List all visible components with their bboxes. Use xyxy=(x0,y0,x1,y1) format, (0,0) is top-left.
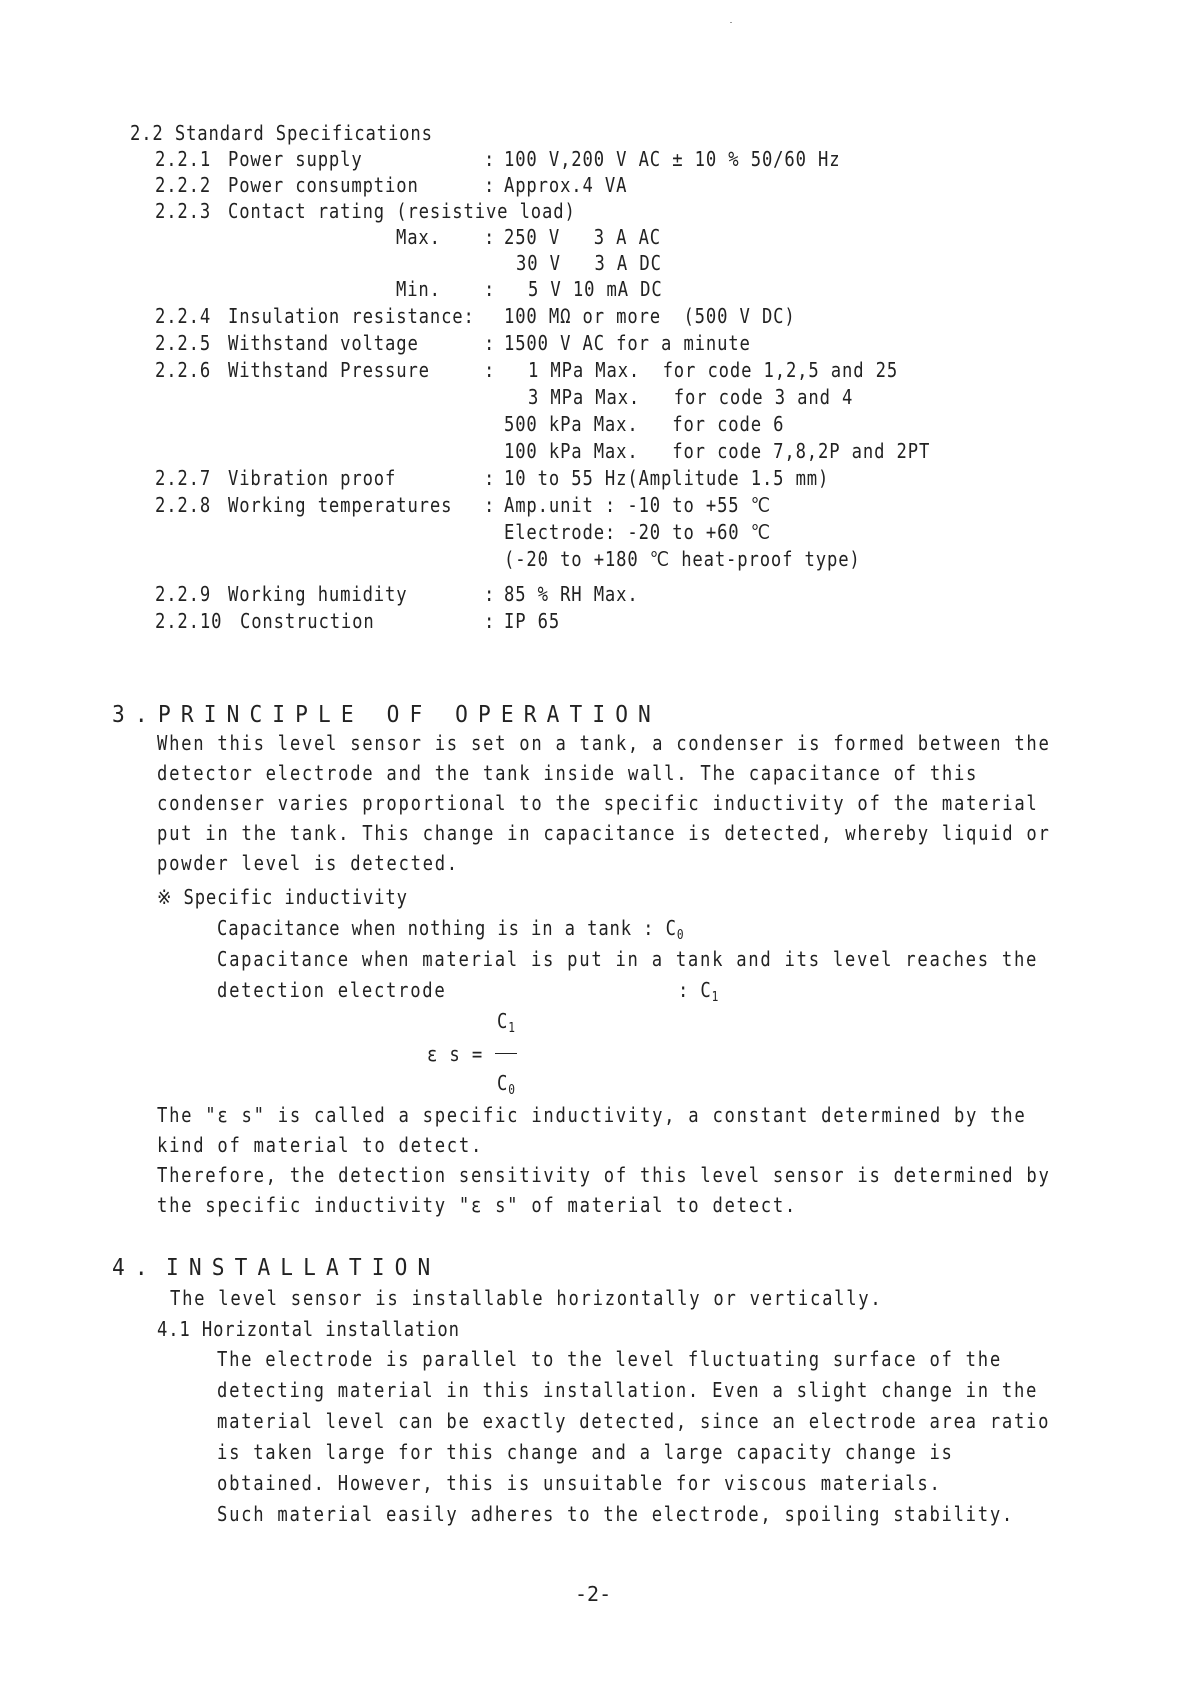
note-c1-symbol: : $C_1$ xyxy=(678,978,719,1005)
spec-num: 2.2.4 xyxy=(155,304,212,328)
spec-sep: : xyxy=(484,609,496,633)
paragraph-line: material level can be exactly detected, since an electrode area ratio xyxy=(217,1409,1051,1433)
spec-num: 2.2.6 xyxy=(155,358,212,382)
scan-speck xyxy=(730,22,732,23)
temp-line: Electrode: -20 to +60 ℃ xyxy=(504,520,771,544)
spec-sep: : xyxy=(484,331,496,355)
paragraph-line: detecting material in this installation. Even a slight change in the xyxy=(217,1378,1039,1402)
paragraph-line: put in the tank. This change in capacitance is detected, whereby liquid or xyxy=(157,821,1051,845)
spec-value: Approx.4 VA xyxy=(504,173,628,197)
note-c1-cont: detection electrode xyxy=(217,978,447,1002)
temp-line: (-20 to +180 ℃ heat-proof type) xyxy=(504,547,861,571)
section-number: 4. xyxy=(112,1255,158,1281)
spec-label: Contact rating (resistive load) xyxy=(228,199,576,223)
contact-max-1: 250 V 3 A AC xyxy=(504,225,662,249)
pressure-line: 3 MPa Max. for code 3 and 4 xyxy=(528,385,854,409)
spec-sep: : xyxy=(484,493,496,517)
spec-num: 2.2.10 xyxy=(155,609,223,633)
contact-max-2: 30 V 3 A DC xyxy=(516,251,662,275)
spec-num: 2.2.5 xyxy=(155,331,212,355)
section-title: PRINCIPLE OF OPERATION xyxy=(158,702,661,728)
spec-num: 2.2.7 xyxy=(155,466,212,490)
spec-sep: : xyxy=(484,358,496,382)
contact-max-label: Max. xyxy=(396,225,441,249)
spec-label: Power supply xyxy=(228,147,363,171)
spec-num: 2.2.9 xyxy=(155,582,212,606)
note-title: ※ Specific inductivity xyxy=(157,885,408,909)
spec-heading: 2.2 Standard Specifications xyxy=(130,121,433,145)
paragraph-line: powder level is detected. xyxy=(157,851,459,875)
spec-label: Withstand voltage xyxy=(228,331,419,355)
spec-num: 2.2.8 xyxy=(155,493,212,517)
paragraph-line: condenser varies proportional to the specific inductivity of the material xyxy=(157,791,1039,815)
spec-sep: : xyxy=(484,582,496,606)
note-c0: Capacitance when nothing is in a tank : $C_0$ xyxy=(217,916,684,943)
paragraph-line: kind of material to detect. xyxy=(157,1133,484,1157)
spec-label: Insulation resistance: xyxy=(228,304,475,328)
spec-value: IP 65 xyxy=(504,609,561,633)
spec-value: 100 V,200 V AC ± 10 % 50/60 Hz xyxy=(504,147,841,171)
paragraph-line: The electrode is parallel to the level fluctuating surface of the xyxy=(217,1347,1002,1371)
contact-min-sep: : xyxy=(484,277,496,301)
spec-label: Vibration proof xyxy=(228,466,397,490)
spec-num: 2.2.3 xyxy=(155,199,212,223)
paragraph-line: is taken large for this change and a large capacity change is xyxy=(217,1440,954,1464)
formula-numerator: $C_1$ xyxy=(497,1009,515,1036)
section-title: INSTALLATION xyxy=(166,1255,441,1281)
paragraph-line: obtained. However, this is unsuitable for viscous materials. xyxy=(217,1471,942,1495)
spec-sep: : xyxy=(484,173,496,197)
installation-intro: The level sensor is installable horizontally or vertically. xyxy=(170,1286,883,1310)
spec-num: 2.2.1 xyxy=(155,147,212,171)
spec-label: Power consumption xyxy=(228,173,419,197)
spec-value: 85 % RH Max. xyxy=(504,582,639,606)
paragraph-line: Therefore, the detection sensitivity of this level sensor is determined by xyxy=(157,1163,1051,1187)
formula-fraction-bar xyxy=(495,1053,517,1054)
paragraph-line: the specific inductivity "ε s" of material to detect. xyxy=(157,1193,798,1217)
formula-lhs: ε s = xyxy=(427,1042,484,1066)
spec-num: 2.2.2 xyxy=(155,173,212,197)
paragraph-line: When this level sensor is set on a tank, a condenser is formed between the xyxy=(157,731,1051,755)
note-c1: Capacitance when material is put in a tank and its level reaches the xyxy=(217,947,1039,971)
contact-max-sep: : xyxy=(484,225,496,249)
section-number: 3. xyxy=(112,702,158,728)
spec-label: Withstand Pressure xyxy=(228,358,430,382)
spec-value: 10 to 55 Hz(Amplitude 1.5 mm) xyxy=(504,466,830,490)
spec-value: 100 MΩ or more (500 V DC) xyxy=(504,304,796,328)
spec-sep: : xyxy=(484,147,496,171)
subsection-heading: 4.1 Horizontal installation xyxy=(157,1317,460,1341)
spec-value: 1500 V AC for a minute xyxy=(504,331,751,355)
spec-label: Working temperatures xyxy=(228,493,453,517)
spec-label: Construction xyxy=(240,609,375,633)
pressure-line: 100 kPa Max. for code 7,8,2P and 2PT xyxy=(504,439,931,463)
spec-value: Amp.unit : -10 to +55 ℃ xyxy=(504,493,771,517)
spec-label: Working humidity xyxy=(228,582,408,606)
contact-min-label: Min. xyxy=(396,277,441,301)
contact-min-1: 5 V 10 mA DC xyxy=(528,277,663,301)
paragraph-line: The "ε s" is called a specific inductivity, a constant determined by the xyxy=(157,1103,1027,1127)
paragraph-line: detector electrode and the tank inside wall. The capacitance of this xyxy=(157,761,979,785)
paragraph-line: Such material easily adheres to the electrode, spoiling stability. xyxy=(217,1502,1014,1526)
spec-value: 1 MPa Max. for code 1,2,5 and 25 xyxy=(528,358,899,382)
pressure-line: 500 kPa Max. for code 6 xyxy=(504,412,785,436)
formula-denominator: $C_0$ xyxy=(497,1071,515,1098)
spec-sep: : xyxy=(484,466,496,490)
page-number: -2- xyxy=(575,1582,612,1606)
